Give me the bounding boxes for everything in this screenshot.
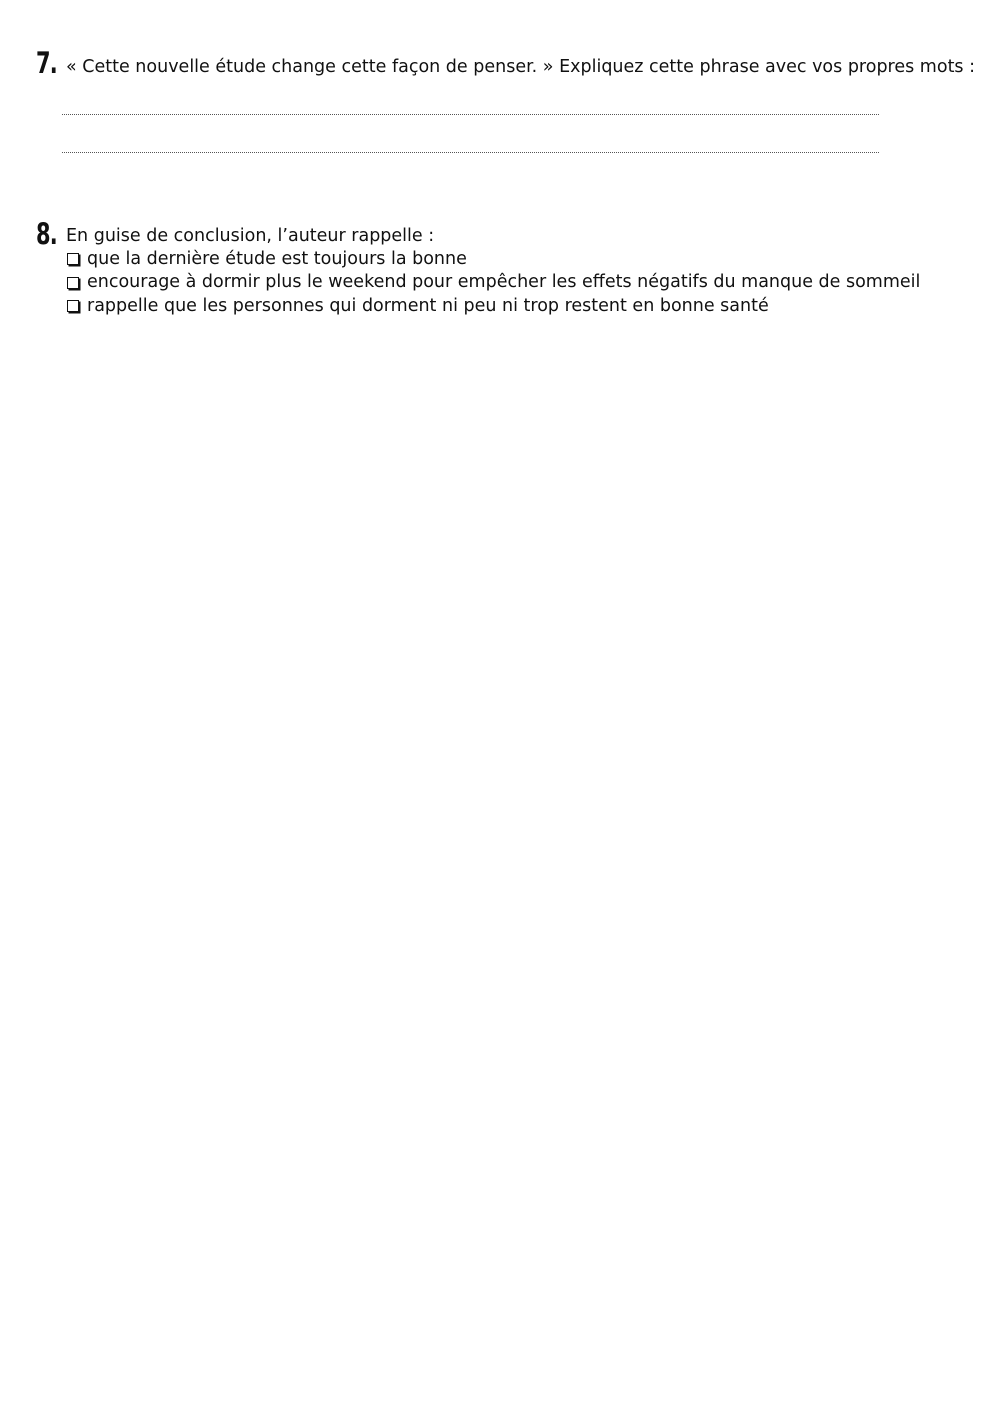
option-label: encourage à dormir plus le weekend pour empêcher les effets négatifs du manque de sommeil bbox=[87, 272, 921, 293]
answer-line[interactable] bbox=[62, 152, 879, 153]
checkbox-icon[interactable] bbox=[67, 300, 79, 312]
option-label: rappelle que les personnes qui dorment ni peu ni trop restent en bonne santé bbox=[87, 295, 769, 316]
answer-options bbox=[67, 247, 920, 318]
question-prompt: « Cette nouvelle étude change cette façon de penser. » Expliquez cette phrase avec vos propres mots : bbox=[66, 57, 976, 77]
checkbox-icon[interactable] bbox=[67, 277, 79, 289]
question-number: 7. bbox=[36, 46, 58, 80]
question-number: 8. bbox=[36, 217, 58, 251]
answer-option[interactable] bbox=[67, 247, 920, 271]
option-label: que la dernière étude est toujours la bonne bbox=[87, 248, 467, 269]
question-prompt: En guise de conclusion, l’auteur rappelle : bbox=[66, 226, 435, 246]
answer-line[interactable] bbox=[62, 114, 879, 115]
answer-option[interactable] bbox=[67, 294, 920, 318]
answer-option[interactable] bbox=[67, 271, 920, 295]
checkbox-icon[interactable] bbox=[67, 253, 79, 265]
